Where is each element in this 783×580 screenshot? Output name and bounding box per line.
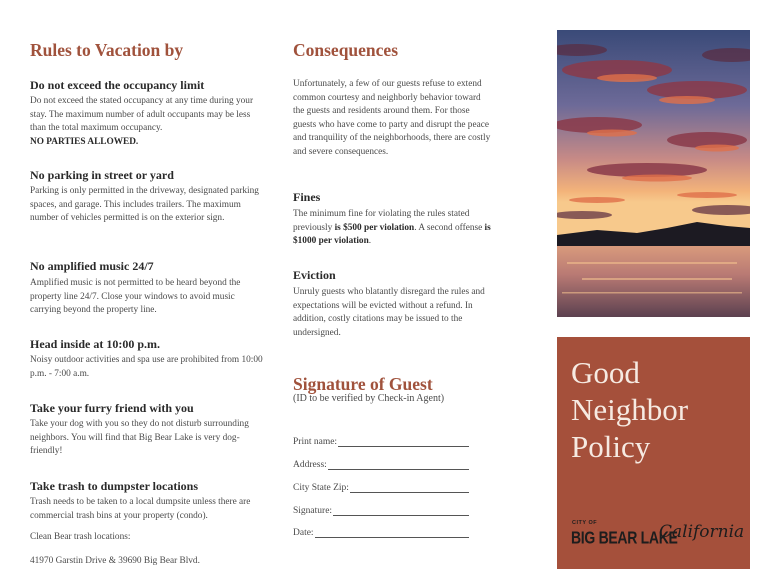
city-state-zip-field[interactable]: City State Zip: [293,483,469,493]
eviction-title: Eviction [293,268,336,282]
logo-city-of: CITY OF [572,520,598,526]
rule-title: No parking in street or yard [30,168,174,182]
rule-title: Take your furry friend with you [30,401,194,415]
fines-body: The minimum fine for violating the rules stated previously is $500 per violation. A second offense is $1000 per violation. [293,209,491,247]
signature-subheading: (ID to be verified by Check-in Agent) [293,393,445,404]
eviction-body: Unruly guests who blatantly disregard the rules and expectations will be evicted without a refund. In addition, costly citations may be issued to the undersigned. [293,287,485,338]
rule-body: Do not exceed the stated occupancy at any time during your stay. The maximum number of adult occupants may be less than the total maximum occupancy. NO PARTIES ALLOWED. [30,96,254,147]
trash-locations: 41970 Garstin Drive & 39690 Big Bear Blvd. [30,556,200,566]
print-name-field[interactable]: Print name: [293,437,469,447]
rule-body: Amplified music is not permitted to be heard beyond the property line 24/7. Close your windows to avoid music carrying beyond the property line. [30,278,241,316]
consequences-intro: Unfortunately, a few of our guests refuse to extend common courtesy and neighborly behavior toward the guests and residents around them. For those guests who have come to party and disrupt the peace and tranquility of the neighborhoods, there are costly and severe consequences. [293,79,491,157]
rule-title: No amplified music 24/7 [30,259,154,273]
trash-locations-label: Clean Bear trash locations: [30,532,131,542]
cover-title-line: Neighbor [571,392,689,427]
rule-body: Take your dog with you so they do not disturb surrounding neighbors. You will find that Big Bear Lake is very dog-friendly! [30,419,249,457]
cover-panel [557,337,750,569]
fines-title: Fines [293,190,321,204]
consequences-heading: Consequences [293,40,399,60]
rule-title: Head inside at 10:00 p.m. [30,337,161,351]
rule-emphasis: NO PARTIES ALLOWED. [30,136,139,147]
rules-heading: Rules to Vacation by [30,40,184,60]
rule-title: Do not exceed the occupancy limit [30,78,205,92]
rule-body: Trash needs to be taken to a local dumpsite unless there are commercial trash bins at your property (condo). [30,497,251,521]
rule-title: Take trash to dumpster locations [30,479,199,493]
logo-california: California [659,522,745,542]
address-field[interactable]: Address: [293,460,469,470]
cover-title-line: Good [571,355,640,390]
rule-body: Noisy outdoor activities and spa use are prohibited from 10:00 p.m. - 7:00 a.m. [30,355,263,379]
signature-field[interactable]: Signature: [293,506,469,516]
signature-heading: Signature of Guest [293,374,433,394]
logo-big-bear-lake: BIG BEAR LAKE [571,527,678,547]
rule-body: Parking is only permitted in the driveway, designated parking spaces, and garage. This includes trailers. The maximum number of vehicles permitted is on the exterior sign. [30,186,259,224]
sunset-lake-photo [557,30,750,317]
date-field[interactable]: Date: [293,528,469,538]
cover-title-line: Policy [571,429,651,464]
